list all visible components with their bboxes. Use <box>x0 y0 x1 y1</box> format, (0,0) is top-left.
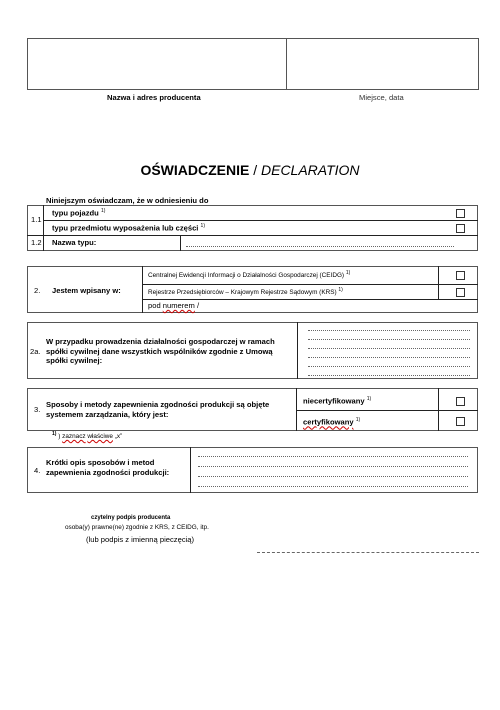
description-line-4[interactable] <box>198 486 468 487</box>
certified-text: certyfikowany <box>303 417 354 427</box>
title-main: OŚWIADCZENIE <box>140 162 250 178</box>
producer-name-label: Nazwa i adres producenta <box>107 93 201 102</box>
title-english: DECLARATION <box>261 162 360 178</box>
partners-line-4[interactable] <box>308 357 470 358</box>
section4-text: Krótki opis sposobów i metod zapewnienia zgodności produkcji: <box>46 458 170 477</box>
place-date-label: Miejsce, data <box>359 93 404 102</box>
footnote-mark: 1) <box>52 431 57 437</box>
type-name-label: Nazwa typu: <box>52 238 97 247</box>
section2-num: 2. <box>34 286 41 295</box>
uncertified-text: niecertyfikowany <box>303 396 365 406</box>
registry-number-prefix: pod <box>148 301 163 310</box>
signature-line1: czytelny podpis producenta <box>91 515 171 521</box>
signature-field[interactable] <box>257 552 479 553</box>
title-separator: / <box>249 162 261 178</box>
section1-num1: 1.1 <box>31 215 42 224</box>
partners-line-2[interactable] <box>308 339 470 340</box>
ceidg-checkbox[interactable] <box>456 271 465 280</box>
section3-text: Sposoby i metody zapewnienia zgodności produkcji są objęte systemem zarządzania, który jest: <box>46 400 270 419</box>
certified-footnote: 1) <box>355 417 361 423</box>
signature-line2: osoba(y) prawne(ne) zgodnie z KRS, z CEIDG, itp. <box>65 524 209 531</box>
equipment-type-text: typu przedmiotu wyposażenia lub części <box>52 223 199 233</box>
partners-line-6[interactable] <box>308 375 470 376</box>
ceidg-text: Centralnej Ewidencji Informacji o Działalności Gospodarczej (CEIDG) <box>148 272 345 280</box>
description-line-1[interactable] <box>198 456 468 457</box>
section1-num2: 1.2 <box>31 238 42 247</box>
section4-num: 4. <box>34 466 41 475</box>
section2a-text: W przypadku prowadzenia działalności gospodarczej w ramach spółki cywilnej dane wszystkich wspólników zgodnie z Umową spółki cywilnej: <box>46 337 275 365</box>
krs-label <box>148 287 343 296</box>
producer-name-box[interactable] <box>27 38 287 90</box>
equipment-type-label <box>52 223 205 233</box>
ceidg-footnote: 1) <box>345 270 351 276</box>
krs-checkbox[interactable] <box>456 288 465 297</box>
krs-text: Rejestrze Przedsiębiorców – Krajowym Rejestrze Sądowym (KRS) <box>148 289 337 297</box>
intro-text: Niniejszym oświadczam, że w odniesieniu do <box>46 196 209 205</box>
section3-num: 3. <box>34 405 41 414</box>
uncertified-checkbox[interactable] <box>456 397 465 406</box>
footnote-text-after: „x” <box>112 433 123 441</box>
registry-number-word: numerem <box>162 301 195 310</box>
krs-footnote: 1) <box>338 287 343 293</box>
vehicle-type-text: typu pojazdu <box>52 208 99 218</box>
footnote-text-before: ) <box>56 433 63 441</box>
certified-checkbox[interactable] <box>456 417 465 426</box>
vehicle-type-checkbox[interactable] <box>456 209 465 218</box>
section2a-num: 2a. <box>30 347 41 356</box>
partners-line-3[interactable] <box>308 348 470 349</box>
description-line-3[interactable] <box>198 476 468 477</box>
place-date-box[interactable] <box>286 38 479 90</box>
type-name-field[interactable] <box>186 246 454 247</box>
certified-label <box>303 417 360 427</box>
uncertified-footnote: 1) <box>366 396 372 402</box>
footnote-word-mark: zaznacz <box>62 433 86 441</box>
vehicle-type-label <box>52 208 105 218</box>
partners-line-5[interactable] <box>308 366 470 367</box>
equipment-type-footnote: 1) <box>200 223 205 229</box>
vehicle-type-footnote: 1) <box>100 208 106 214</box>
description-line-2[interactable] <box>198 466 468 467</box>
signature-line3: (lub podpis z imienną pieczęcią) <box>86 535 195 544</box>
registry-number-suffix: / <box>194 301 200 310</box>
equipment-type-checkbox[interactable] <box>456 224 465 233</box>
partners-line-1[interactable] <box>308 330 470 331</box>
footnote <box>52 431 122 440</box>
footnote-word-appropriate: właściwe <box>87 433 113 441</box>
registry-number-label <box>148 301 199 310</box>
section2-label: Jestem wpisany w: <box>52 286 121 295</box>
uncertified-label <box>303 396 371 406</box>
page-title <box>0 162 500 178</box>
ceidg-label <box>148 270 350 279</box>
